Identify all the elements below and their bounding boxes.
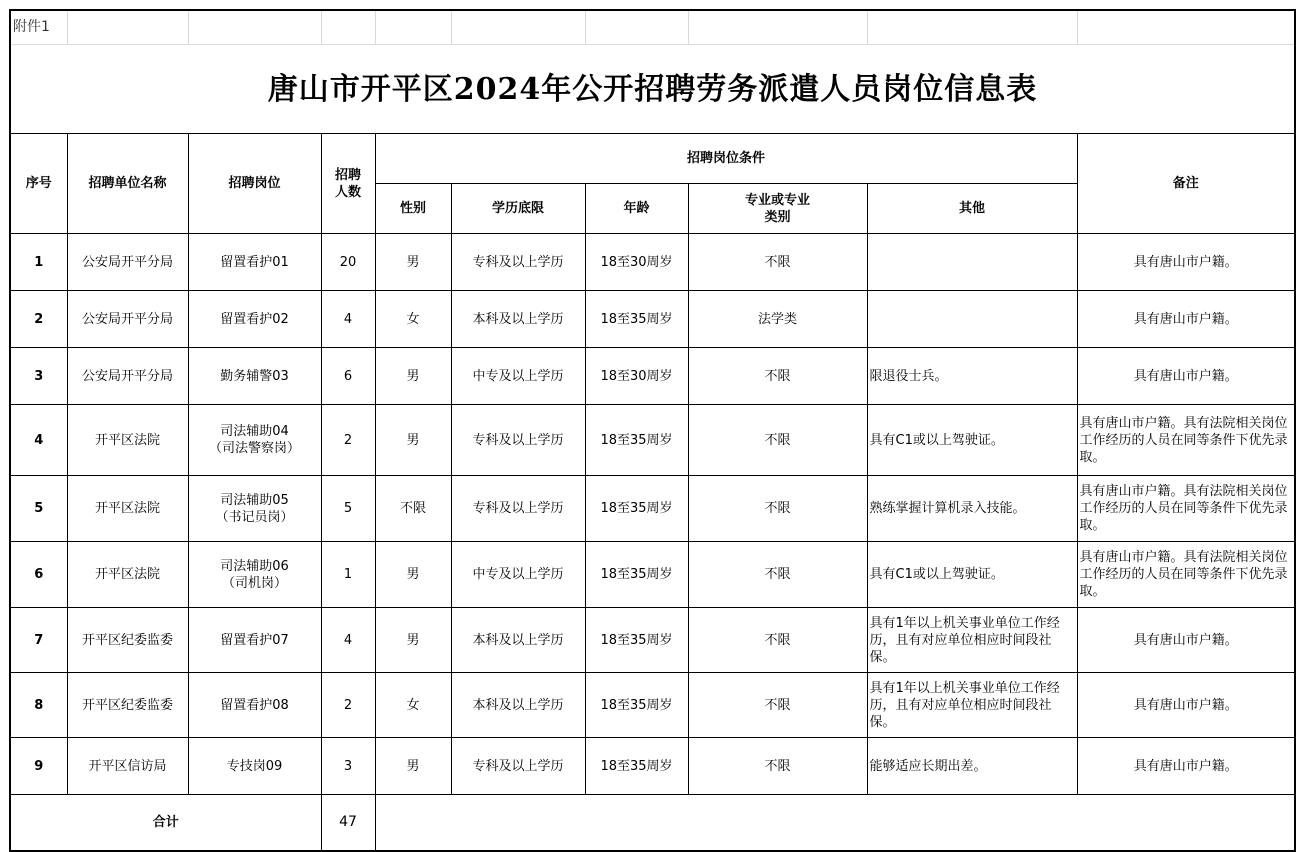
row-gender: 女 <box>375 673 451 738</box>
row-major: 不限 <box>688 608 867 673</box>
row-post: 留置看护07 <box>188 608 321 673</box>
row-age: 18至35周岁 <box>585 673 688 738</box>
table-row <box>10 234 1295 291</box>
row-remark: 具有唐山市户籍。 <box>1077 673 1295 738</box>
row-age: 18至35周岁 <box>585 291 688 348</box>
row-remark: 具有唐山市户籍。 <box>1077 234 1295 291</box>
header-major-text: 专业或专业类别 <box>744 192 810 225</box>
row-other: 限退役士兵。 <box>867 348 1077 405</box>
total-empty <box>375 795 1295 852</box>
table-row <box>10 476 1295 542</box>
row-education: 中专及以上学历 <box>451 348 585 405</box>
row-education: 本科及以上学历 <box>451 673 585 738</box>
empty-cell <box>375 10 451 45</box>
header-seq: 序号 <box>10 134 67 234</box>
row-major: 不限 <box>688 234 867 291</box>
row-age: 18至35周岁 <box>585 738 688 795</box>
position-info-table <box>9 9 1296 852</box>
header-age: 年龄 <box>585 184 688 234</box>
empty-cell <box>585 10 688 45</box>
row-seq: 6 <box>10 542 67 608</box>
table-row <box>10 291 1295 348</box>
row-gender: 不限 <box>375 476 451 542</box>
header-conditions: 招聘岗位条件 <box>375 134 1077 184</box>
row-unit: 开平区纪委监委 <box>67 673 188 738</box>
empty-cell <box>321 10 375 45</box>
row-major: 不限 <box>688 405 867 476</box>
page-title: 唐山市开平区2024年公开招聘劳务派遣人员岗位信息表 <box>10 45 1295 134</box>
row-gender: 男 <box>375 608 451 673</box>
row-other: 能够适应长期出差。 <box>867 738 1077 795</box>
empty-cell <box>67 10 188 45</box>
row-education: 专科及以上学历 <box>451 234 585 291</box>
row-seq: 4 <box>10 405 67 476</box>
row-age: 18至30周岁 <box>585 348 688 405</box>
row-unit: 开平区信访局 <box>67 738 188 795</box>
row-major: 不限 <box>688 348 867 405</box>
row-gender: 男 <box>375 348 451 405</box>
empty-cell <box>451 10 585 45</box>
row-other: 具有C1或以上驾驶证。 <box>867 542 1077 608</box>
header-gender: 性别 <box>375 184 451 234</box>
row-seq: 1 <box>10 234 67 291</box>
table-row <box>10 608 1295 673</box>
row-seq: 8 <box>10 673 67 738</box>
row-post: 留置看护02 <box>188 291 321 348</box>
header-other: 其他 <box>867 184 1077 234</box>
row-post: 专技岗09 <box>188 738 321 795</box>
row-count: 20 <box>321 234 375 291</box>
row-education: 本科及以上学历 <box>451 291 585 348</box>
row-count: 1 <box>321 542 375 608</box>
total-value: 47 <box>321 795 375 852</box>
table-row <box>10 738 1295 795</box>
empty-cell <box>1077 10 1295 45</box>
row-unit: 公安局开平分局 <box>67 348 188 405</box>
row-remark: 具有唐山市户籍。具有法院相关岗位工作经历的人员在同等条件下优先录取。 <box>1077 542 1295 608</box>
row-major: 不限 <box>688 738 867 795</box>
table-row <box>10 542 1295 608</box>
empty-cell <box>867 10 1077 45</box>
row-age: 18至35周岁 <box>585 405 688 476</box>
row-count: 2 <box>321 405 375 476</box>
table-row <box>10 673 1295 738</box>
row-count: 4 <box>321 608 375 673</box>
row-gender: 女 <box>375 291 451 348</box>
row-gender: 男 <box>375 234 451 291</box>
row-other: 具有1年以上机关事业单位工作经历，且有对应单位相应时间段社保。 <box>867 673 1077 738</box>
row-education: 专科及以上学历 <box>451 405 585 476</box>
row-remark: 具有唐山市户籍。 <box>1077 738 1295 795</box>
row-other: 具有C1或以上驾驶证。 <box>867 405 1077 476</box>
row-unit: 开平区纪委监委 <box>67 608 188 673</box>
header-remark: 备注 <box>1077 134 1295 234</box>
header-education: 学历底限 <box>451 184 585 234</box>
row-count: 4 <box>321 291 375 348</box>
header-post: 招聘岗位 <box>188 134 321 234</box>
row-seq: 5 <box>10 476 67 542</box>
total-row <box>10 795 1295 852</box>
row-major: 不限 <box>688 542 867 608</box>
header-count-text: 招聘人数 <box>334 167 361 200</box>
row-remark: 具有唐山市户籍。 <box>1077 348 1295 405</box>
row-count: 3 <box>321 738 375 795</box>
row-seq: 7 <box>10 608 67 673</box>
row-education: 中专及以上学历 <box>451 542 585 608</box>
row-major: 不限 <box>688 476 867 542</box>
row-remark: 具有唐山市户籍。 <box>1077 291 1295 348</box>
title-row <box>10 45 1295 134</box>
row-remark: 具有唐山市户籍。具有法院相关岗位工作经历的人员在同等条件下优先录取。 <box>1077 476 1295 542</box>
row-unit: 公安局开平分局 <box>67 234 188 291</box>
row-education: 专科及以上学历 <box>451 738 585 795</box>
row-other: 具有1年以上机关事业单位工作经历，且有对应单位相应时间段社保。 <box>867 608 1077 673</box>
row-age: 18至35周岁 <box>585 608 688 673</box>
row-gender: 男 <box>375 738 451 795</box>
row-major: 不限 <box>688 673 867 738</box>
row-age: 18至30周岁 <box>585 234 688 291</box>
table-row <box>10 348 1295 405</box>
row-other: 熟练掌握计算机录入技能。 <box>867 476 1077 542</box>
row-post: 留置看护01 <box>188 234 321 291</box>
row-remark: 具有唐山市户籍。 <box>1077 608 1295 673</box>
row-seq: 3 <box>10 348 67 405</box>
row-unit: 公安局开平分局 <box>67 291 188 348</box>
header-count <box>321 134 375 234</box>
row-count: 6 <box>321 348 375 405</box>
row-other <box>867 234 1077 291</box>
total-label: 合计 <box>10 795 321 852</box>
attachment-row <box>10 10 1295 45</box>
row-education: 本科及以上学历 <box>451 608 585 673</box>
empty-cell <box>688 10 867 45</box>
row-age: 18至35周岁 <box>585 476 688 542</box>
row-post: 勤务辅警03 <box>188 348 321 405</box>
row-other <box>867 291 1077 348</box>
row-post: 司法辅助06 （司机岗） <box>188 542 321 608</box>
row-unit: 开平区法院 <box>67 476 188 542</box>
row-remark: 具有唐山市户籍。具有法院相关岗位工作经历的人员在同等条件下优先录取。 <box>1077 405 1295 476</box>
row-gender: 男 <box>375 405 451 476</box>
row-count: 2 <box>321 673 375 738</box>
header-major <box>688 184 867 234</box>
header-unit: 招聘单位名称 <box>67 134 188 234</box>
row-seq: 2 <box>10 291 67 348</box>
attachment-label: 附件1 <box>10 10 67 45</box>
row-unit: 开平区法院 <box>67 542 188 608</box>
row-major: 法学类 <box>688 291 867 348</box>
row-gender: 男 <box>375 542 451 608</box>
row-post: 司法辅助05 （书记员岗） <box>188 476 321 542</box>
row-education: 专科及以上学历 <box>451 476 585 542</box>
empty-cell <box>188 10 321 45</box>
table-row <box>10 405 1295 476</box>
row-unit: 开平区法院 <box>67 405 188 476</box>
row-post: 留置看护08 <box>188 673 321 738</box>
row-post: 司法辅助04 （司法警察岗） <box>188 405 321 476</box>
header-row-1 <box>10 134 1295 184</box>
row-seq: 9 <box>10 738 67 795</box>
spreadsheet <box>9 9 1296 852</box>
row-count: 5 <box>321 476 375 542</box>
row-age: 18至35周岁 <box>585 542 688 608</box>
